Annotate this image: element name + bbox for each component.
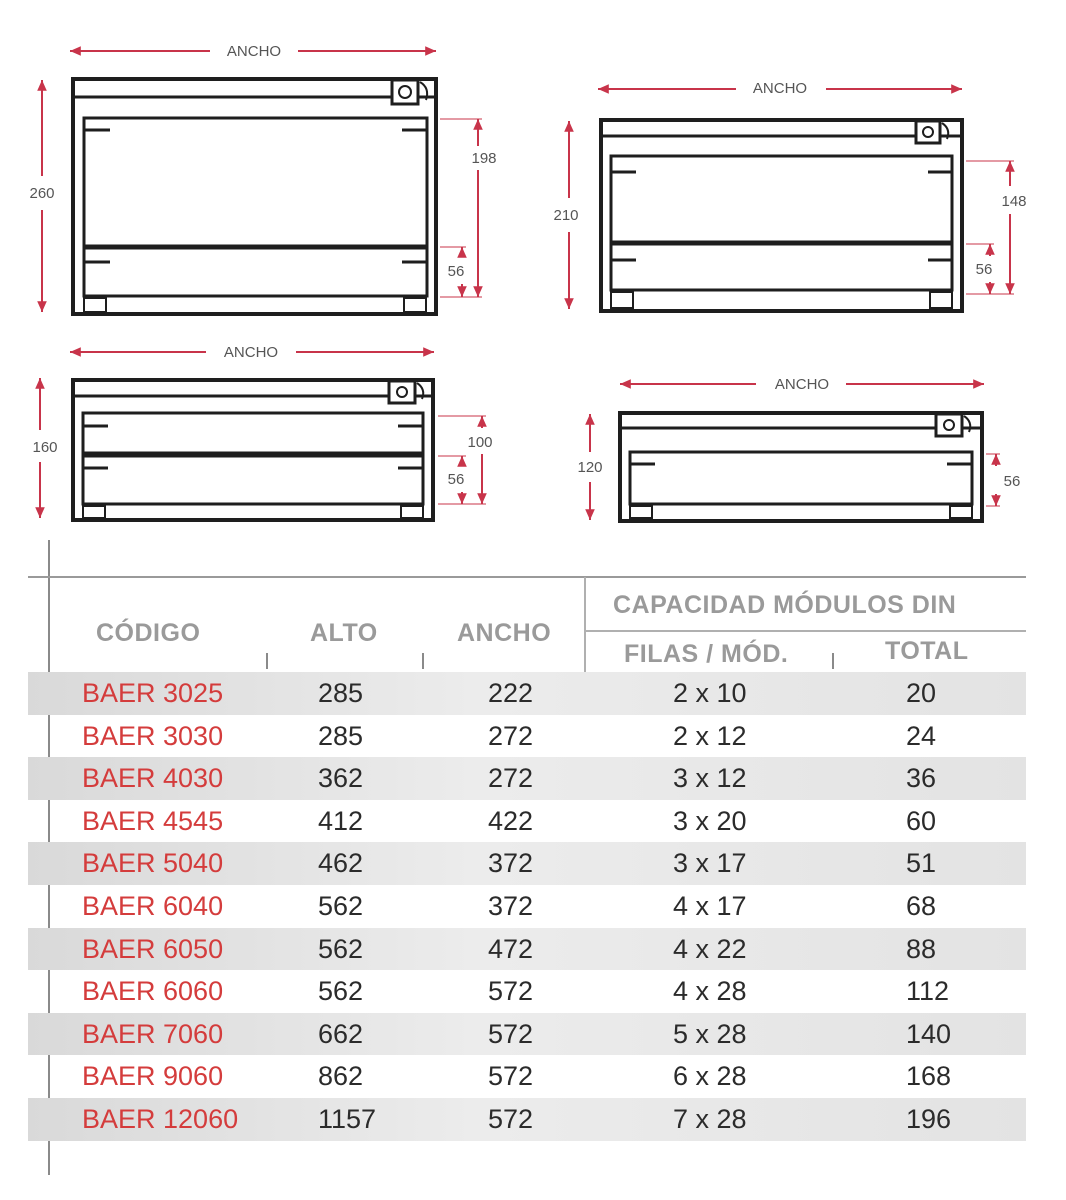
- cell-filas: 7 x 28: [673, 1103, 747, 1134]
- cell-ancho: 572: [488, 976, 534, 1007]
- cell-alto: 862: [318, 1061, 364, 1092]
- cell-codigo: BAER 3030: [82, 720, 224, 751]
- cell-alto: 562: [318, 933, 364, 964]
- table-row: [28, 757, 1026, 800]
- dim-module-3: 56: [447, 471, 465, 488]
- cell-codigo: BAER 6050: [82, 933, 224, 964]
- cell-alto: 562: [318, 976, 364, 1007]
- cell-codigo: BAER 6040: [82, 890, 224, 921]
- header-codigo: CÓDIGO: [96, 619, 201, 647]
- cell-codigo: BAER 7060: [82, 1018, 224, 1049]
- header-tick: [832, 653, 834, 669]
- cell-total: 68: [906, 890, 937, 921]
- cell-ancho: 572: [488, 1061, 534, 1092]
- enclosure-diagrams: [0, 0, 1066, 540]
- cell-total: 112: [906, 976, 950, 1007]
- cell-total: 60: [906, 805, 937, 836]
- dim-inner-2: 148: [1001, 193, 1027, 210]
- cell-filas: 4 x 17: [673, 890, 747, 921]
- table-row: [28, 885, 1026, 928]
- table-row: [28, 672, 1026, 715]
- cell-codigo: BAER 12060: [82, 1103, 239, 1134]
- dim-inner-3: 100: [467, 434, 493, 451]
- table-top-rule: [28, 576, 1026, 578]
- product-table: [0, 540, 1066, 1200]
- dim-ancho-4: ANCHO: [774, 376, 830, 393]
- dim-ancho-1: ANCHO: [226, 43, 282, 60]
- cell-ancho: 372: [488, 848, 534, 879]
- dim-height-4: 120: [577, 459, 603, 476]
- cell-alto: 285: [318, 678, 364, 708]
- cell-codigo: BAER 3025: [82, 678, 224, 708]
- dim-ancho-2: ANCHO: [752, 80, 808, 97]
- header-capacidad: CAPACIDAD MÓDULOS DIN: [613, 591, 957, 619]
- header-filas: FILAS / MÓD.: [624, 640, 789, 668]
- cell-ancho: 422: [488, 805, 534, 836]
- cell-codigo: BAER 6060: [82, 976, 224, 1007]
- cell-total: 140: [906, 1018, 952, 1049]
- cell-filas: 2 x 12: [673, 720, 747, 751]
- table-row: [28, 1013, 1026, 1056]
- cell-filas: 3 x 12: [673, 763, 747, 794]
- dim-ancho-3: ANCHO: [223, 344, 279, 361]
- table-row: [28, 715, 1026, 758]
- dim-height-1: 260: [29, 185, 55, 202]
- cell-codigo: BAER 9060: [82, 1061, 224, 1092]
- cell-total: 168: [906, 1061, 952, 1092]
- dim-module-2: 56: [975, 261, 993, 278]
- cell-ancho: 472: [488, 933, 534, 964]
- cell-total: 36: [906, 763, 937, 794]
- cell-filas: 4 x 22: [673, 933, 747, 964]
- dim-inner-1: 198: [471, 150, 497, 167]
- cell-ancho: 372: [488, 890, 534, 921]
- header-ancho: ANCHO: [457, 619, 552, 647]
- cell-total: 51: [906, 848, 937, 879]
- cell-ancho: 222: [488, 678, 534, 708]
- table-row: [28, 970, 1026, 1013]
- cell-ancho: 272: [488, 763, 534, 794]
- cell-total: 20: [906, 678, 937, 708]
- cell-filas: 2 x 10: [673, 678, 747, 708]
- cell-codigo: BAER 4030: [82, 763, 224, 794]
- table-row: [28, 842, 1026, 885]
- cell-alto: 1157: [318, 1103, 377, 1134]
- cell-alto: 462: [318, 848, 364, 879]
- cell-ancho: 272: [488, 720, 534, 751]
- table-row: [28, 1098, 1026, 1141]
- table-row: [28, 1055, 1026, 1098]
- cell-ancho: 572: [488, 1018, 534, 1049]
- cell-total: 88: [906, 933, 937, 964]
- header-tick: [422, 653, 424, 669]
- dim-height-3: 160: [32, 439, 58, 456]
- diagram-120: [620, 413, 982, 521]
- cell-total: 24: [906, 720, 937, 751]
- table-row: [28, 800, 1026, 843]
- diagrams-svg: [0, 0, 1066, 540]
- capacity-left-rule: [584, 577, 586, 672]
- diagram-160: [73, 380, 433, 520]
- cell-total: 196: [906, 1103, 952, 1134]
- cell-alto: 285: [318, 720, 364, 751]
- dim-module-4: 56: [1003, 473, 1021, 490]
- header-alto: ALTO: [310, 619, 378, 647]
- cell-alto: 362: [318, 763, 364, 794]
- cell-filas: 6 x 28: [673, 1061, 747, 1092]
- diagram-210: [601, 120, 962, 311]
- cell-filas: 4 x 28: [673, 976, 747, 1007]
- dim-module-1: 56: [447, 263, 465, 280]
- cell-ancho: 572: [488, 1103, 534, 1134]
- dim-height-2: 210: [553, 207, 579, 224]
- table-body: [28, 672, 1026, 1141]
- cell-filas: 3 x 17: [673, 848, 747, 879]
- cell-codigo: BAER 5040: [82, 848, 224, 879]
- cell-filas: 5 x 28: [673, 1018, 747, 1049]
- cell-codigo: BAER 4545: [82, 805, 224, 836]
- cell-alto: 412: [318, 805, 364, 836]
- cell-alto: 562: [318, 890, 364, 921]
- header-tick: [266, 653, 268, 669]
- diagram-260: [73, 79, 436, 314]
- capacity-sub-rule: [586, 630, 1026, 632]
- table-row: [28, 928, 1026, 971]
- cell-filas: 3 x 20: [673, 805, 747, 836]
- cell-alto: 662: [318, 1018, 364, 1049]
- header-total: TOTAL: [885, 637, 969, 665]
